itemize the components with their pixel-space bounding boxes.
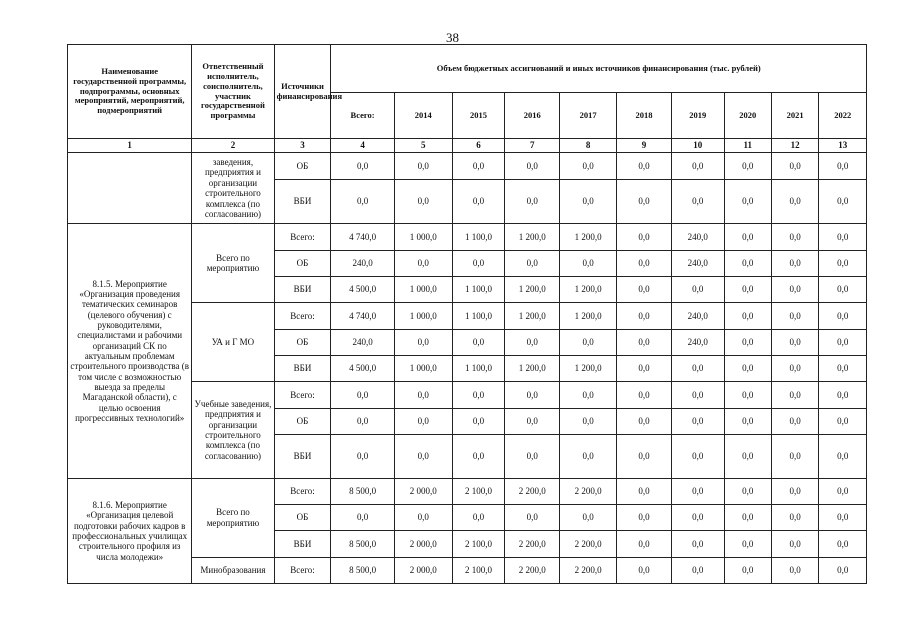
column-numbers-row (68, 139, 867, 153)
value-cell: 0,0 (771, 250, 818, 276)
header-year: 2017 (560, 93, 617, 139)
value-cell: 1 200,0 (505, 224, 560, 250)
value-cell: 0,0 (617, 250, 672, 276)
value-cell: 0,0 (819, 250, 867, 276)
column-number: 5 (394, 139, 452, 153)
value-cell: 0,0 (394, 250, 452, 276)
column-number: 7 (505, 139, 560, 153)
value-cell: 1 200,0 (505, 303, 560, 329)
activity-name: 8.1.6. Мероприятие «Организация целевой подготовки рабочих кадров в профессиональных училищах строительного профиля из числа молодежи» (68, 478, 192, 583)
value-cell: 0,0 (671, 179, 724, 224)
value-cell: 0,0 (819, 329, 867, 355)
value-cell: 0,0 (331, 153, 394, 180)
value-cell: 2 200,0 (505, 531, 560, 557)
header-year: 2019 (671, 93, 724, 139)
value-cell: 0,0 (452, 153, 505, 180)
value-cell: 0,0 (505, 250, 560, 276)
value-cell: 0,0 (671, 434, 724, 478)
value-cell: 0,0 (771, 531, 818, 557)
value-cell: 2 000,0 (394, 557, 452, 583)
value-cell: 0,0 (394, 434, 452, 478)
header-year: 2018 (617, 93, 672, 139)
value-cell: 0,0 (724, 303, 771, 329)
value-cell: 1 200,0 (560, 224, 617, 250)
value-cell: 0,0 (331, 382, 394, 408)
value-cell: 8 500,0 (331, 557, 394, 583)
value-cell: 0,0 (671, 355, 724, 381)
value-cell: 0,0 (452, 179, 505, 224)
value-cell: 0,0 (771, 382, 818, 408)
value-cell: 240,0 (671, 303, 724, 329)
header-executor: Ответственный исполнитель, соисполнитель, участник государственной программы (192, 45, 274, 139)
value-cell: 0,0 (724, 355, 771, 381)
value-cell: 0,0 (617, 557, 672, 583)
source-cell: ОБ (274, 153, 331, 180)
source-cell: ВБИ (274, 179, 331, 224)
column-number: 11 (724, 139, 771, 153)
value-cell: 240,0 (671, 224, 724, 250)
value-cell: 0,0 (617, 434, 672, 478)
column-number: 12 (771, 139, 818, 153)
value-cell: 0,0 (394, 408, 452, 434)
value-cell: 0,0 (560, 505, 617, 531)
table-body (68, 153, 867, 584)
activity-name (68, 153, 192, 224)
value-cell: 2 200,0 (560, 557, 617, 583)
value-cell: 0,0 (819, 505, 867, 531)
value-cell: 1 200,0 (560, 276, 617, 302)
value-cell: 0,0 (771, 434, 818, 478)
value-cell: 0,0 (724, 153, 771, 180)
value-cell: 2 100,0 (452, 478, 505, 504)
value-cell: 8 500,0 (331, 478, 394, 504)
executor-cell: УА и Г МО (192, 303, 274, 382)
executor-cell: Всего по мероприятию (192, 224, 274, 303)
executor-cell: заведения, предприятия и организации строительного комплекса (по согласованию) (192, 153, 274, 224)
value-cell: 0,0 (617, 478, 672, 504)
table-row (68, 224, 867, 250)
value-cell: 0,0 (771, 478, 818, 504)
value-cell: 0,0 (394, 153, 452, 180)
value-cell: 0,0 (560, 250, 617, 276)
value-cell: 0,0 (560, 179, 617, 224)
value-cell: 0,0 (724, 478, 771, 504)
value-cell: 1 100,0 (452, 355, 505, 381)
column-number: 13 (819, 139, 867, 153)
value-cell: 2 200,0 (560, 531, 617, 557)
value-cell: 4 740,0 (331, 303, 394, 329)
value-cell: 0,0 (452, 382, 505, 408)
value-cell: 0,0 (771, 355, 818, 381)
value-cell: 0,0 (724, 224, 771, 250)
value-cell: 0,0 (331, 505, 394, 531)
page-number: 38 (446, 30, 459, 45)
value-cell: 0,0 (617, 276, 672, 302)
value-cell: 0,0 (819, 434, 867, 478)
value-cell: 0,0 (819, 224, 867, 250)
value-cell: 0,0 (771, 557, 818, 583)
value-cell: 0,0 (505, 382, 560, 408)
activity-name: 8.1.5. Мероприятие «Организация проведения тематических семинаров (целевого обучения) с руководителями, специалистами и рабочими организаций СК по актуальным проблемам строительного производства (в том числе с возможностью выезда за пределы Магаданской области), с целью освоения прогрессивных технологий» (68, 224, 192, 478)
value-cell: 0,0 (560, 434, 617, 478)
value-cell: 0,0 (671, 153, 724, 180)
value-cell: 0,0 (771, 329, 818, 355)
source-cell: Всего: (274, 557, 331, 583)
value-cell: 0,0 (671, 478, 724, 504)
executor-cell: Всего по мероприятию (192, 478, 274, 557)
value-cell: 240,0 (331, 329, 394, 355)
value-cell: 0,0 (617, 531, 672, 557)
column-number: 9 (617, 139, 672, 153)
header-name: Наименование государственной программы, подпрограммы, основных мероприятий, мероприятий, подмероприятий (68, 45, 192, 139)
value-cell: 2 100,0 (452, 531, 505, 557)
value-cell: 0,0 (560, 382, 617, 408)
value-cell: 0,0 (771, 224, 818, 250)
value-cell: 0,0 (671, 382, 724, 408)
value-cell: 0,0 (617, 224, 672, 250)
value-cell: 0,0 (560, 153, 617, 180)
value-cell: 0,0 (617, 329, 672, 355)
value-cell: 2 200,0 (505, 557, 560, 583)
value-cell: 0,0 (617, 382, 672, 408)
value-cell: 2 100,0 (452, 557, 505, 583)
value-cell: 0,0 (819, 557, 867, 583)
value-cell: 0,0 (771, 179, 818, 224)
value-cell: 0,0 (505, 153, 560, 180)
table-row (68, 478, 867, 504)
value-cell: 0,0 (452, 434, 505, 478)
value-cell: 0,0 (560, 329, 617, 355)
value-cell: 0,0 (819, 408, 867, 434)
value-cell: 0,0 (724, 179, 771, 224)
value-cell: 0,0 (771, 153, 818, 180)
value-cell: 0,0 (452, 505, 505, 531)
column-number: 3 (274, 139, 331, 153)
value-cell: 0,0 (724, 250, 771, 276)
value-cell: 0,0 (617, 505, 672, 531)
value-cell: 0,0 (671, 276, 724, 302)
source-cell: Всего: (274, 224, 331, 250)
value-cell: 1 100,0 (452, 303, 505, 329)
value-cell: 0,0 (505, 179, 560, 224)
budget-table (67, 44, 867, 584)
value-cell: 0,0 (452, 408, 505, 434)
value-cell: 1 200,0 (560, 303, 617, 329)
value-cell: 0,0 (819, 531, 867, 557)
value-cell: 2 200,0 (505, 478, 560, 504)
value-cell: 0,0 (724, 382, 771, 408)
value-cell: 2 000,0 (394, 531, 452, 557)
value-cell: 0,0 (724, 505, 771, 531)
header-year: 2016 (505, 93, 560, 139)
value-cell: 0,0 (671, 557, 724, 583)
source-cell: Всего: (274, 478, 331, 504)
header-budget: Объем бюджетных ассигнований и иных источников финансирования (тыс. рублей) (331, 45, 867, 93)
value-cell: 240,0 (331, 250, 394, 276)
source-cell: ВБИ (274, 355, 331, 381)
value-cell: 0,0 (617, 355, 672, 381)
source-cell: ВБИ (274, 531, 331, 557)
header-year: 2014 (394, 93, 452, 139)
column-number: 1 (68, 139, 192, 153)
column-number: 6 (452, 139, 505, 153)
value-cell: 4 740,0 (331, 224, 394, 250)
column-number: 10 (671, 139, 724, 153)
column-number: 8 (560, 139, 617, 153)
value-cell: 0,0 (617, 153, 672, 180)
value-cell: 0,0 (819, 355, 867, 381)
executor-cell: Минобразования (192, 557, 274, 583)
value-cell: 0,0 (452, 250, 505, 276)
value-cell: 0,0 (560, 408, 617, 434)
value-cell: 1 100,0 (452, 276, 505, 302)
value-cell: 0,0 (724, 329, 771, 355)
source-cell: ВБИ (274, 276, 331, 302)
value-cell: 0,0 (819, 303, 867, 329)
value-cell: 0,0 (394, 179, 452, 224)
value-cell: 240,0 (671, 329, 724, 355)
value-cell: 0,0 (331, 408, 394, 434)
value-cell: 0,0 (331, 434, 394, 478)
source-cell: Всего: (274, 382, 331, 408)
value-cell: 1 200,0 (505, 276, 560, 302)
value-cell: 0,0 (452, 329, 505, 355)
source-cell: ОБ (274, 250, 331, 276)
value-cell: 0,0 (505, 434, 560, 478)
value-cell: 1 000,0 (394, 276, 452, 302)
table-row (68, 153, 867, 180)
value-cell: 0,0 (724, 276, 771, 302)
value-cell: 0,0 (617, 303, 672, 329)
value-cell: 240,0 (671, 250, 724, 276)
value-cell: 0,0 (724, 434, 771, 478)
value-cell: 0,0 (331, 179, 394, 224)
value-cell: 0,0 (505, 329, 560, 355)
value-cell: 0,0 (724, 531, 771, 557)
value-cell: 0,0 (394, 329, 452, 355)
value-cell: 0,0 (819, 478, 867, 504)
source-cell: ВБИ (274, 434, 331, 478)
source-cell: ОБ (274, 329, 331, 355)
value-cell: 0,0 (819, 153, 867, 180)
header-sources: Источники финансирования (274, 45, 331, 139)
value-cell: 0,0 (505, 408, 560, 434)
value-cell: 0,0 (771, 505, 818, 531)
value-cell: 0,0 (505, 505, 560, 531)
source-cell: ОБ (274, 408, 331, 434)
value-cell: 1 000,0 (394, 303, 452, 329)
value-cell: 2 200,0 (560, 478, 617, 504)
value-cell: 0,0 (617, 179, 672, 224)
executor-cell: Учебные заведения, предприятия и организации строительного комплекса (по согласованию) (192, 382, 274, 478)
value-cell: 0,0 (724, 557, 771, 583)
value-cell: 1 000,0 (394, 355, 452, 381)
value-cell: 4 500,0 (331, 276, 394, 302)
column-number: 4 (331, 139, 394, 153)
header-year: 2020 (724, 93, 771, 139)
value-cell: 0,0 (671, 531, 724, 557)
value-cell: 0,0 (819, 276, 867, 302)
value-cell: 0,0 (771, 408, 818, 434)
column-number: 2 (192, 139, 274, 153)
header-year: 2021 (771, 93, 818, 139)
value-cell: 1 200,0 (560, 355, 617, 381)
value-cell: 0,0 (819, 382, 867, 408)
value-cell: 8 500,0 (331, 531, 394, 557)
value-cell: 0,0 (724, 408, 771, 434)
header-total: Всего: (331, 93, 394, 139)
value-cell: 0,0 (617, 408, 672, 434)
header-year: 2015 (452, 93, 505, 139)
value-cell: 2 000,0 (394, 478, 452, 504)
value-cell: 1 000,0 (394, 224, 452, 250)
value-cell: 4 500,0 (331, 355, 394, 381)
value-cell: 1 100,0 (452, 224, 505, 250)
value-cell: 0,0 (771, 303, 818, 329)
value-cell: 0,0 (819, 179, 867, 224)
source-cell: ОБ (274, 505, 331, 531)
value-cell: 1 200,0 (505, 355, 560, 381)
value-cell: 0,0 (394, 382, 452, 408)
value-cell: 0,0 (671, 408, 724, 434)
value-cell: 0,0 (671, 505, 724, 531)
source-cell: Всего: (274, 303, 331, 329)
value-cell: 0,0 (771, 276, 818, 302)
header-year: 2022 (819, 93, 867, 139)
value-cell: 0,0 (394, 505, 452, 531)
